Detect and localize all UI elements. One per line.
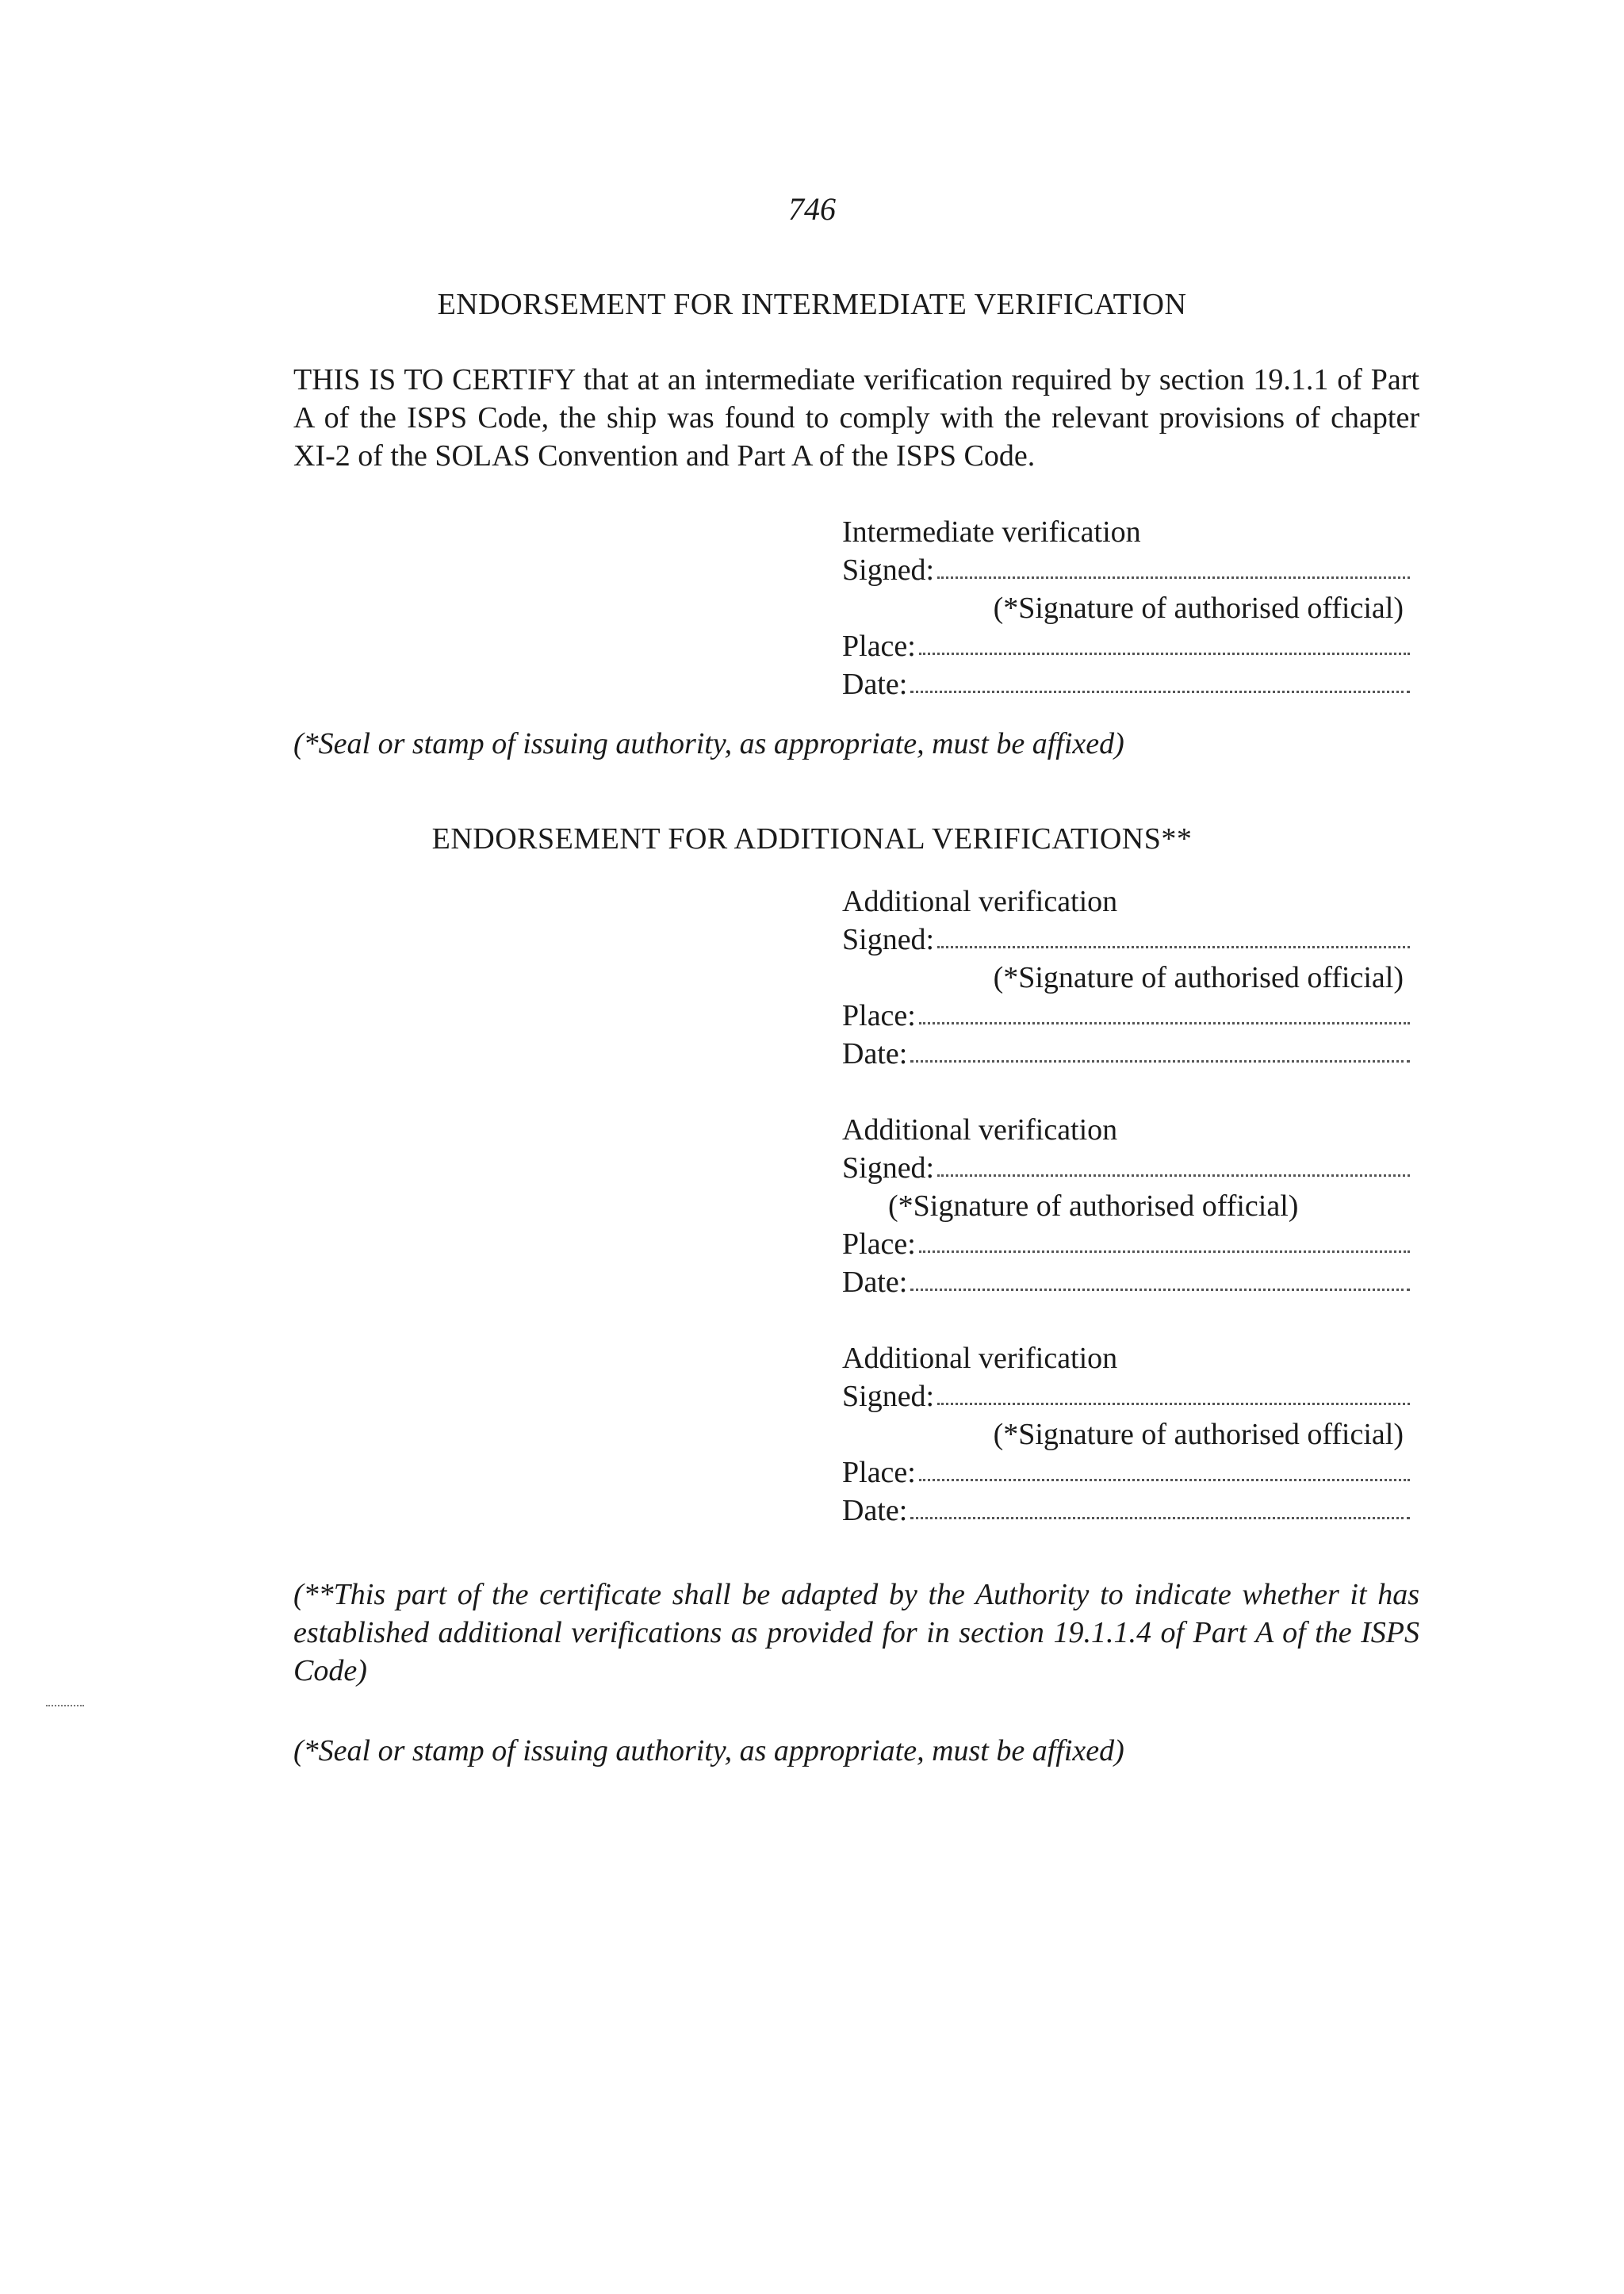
signed-line: Signed:: [842, 921, 1413, 959]
verification-title: Additional verification: [842, 885, 1118, 918]
place-line: Place:: [842, 627, 1413, 665]
date-field: [910, 1035, 1410, 1063]
additional-heading: ENDORSEMENT FOR ADDITIONAL VERIFICATIONS**: [431, 822, 1193, 856]
signed-line: Signed:: [842, 551, 1413, 589]
place-line: Place:: [842, 1225, 1413, 1263]
place-field: [919, 627, 1410, 655]
intermediate-signature-block: [842, 513, 1413, 703]
signature-caption: (*Signature of authorised official): [888, 1189, 1299, 1223]
place-field: [919, 1225, 1410, 1253]
certify-paragraph: THIS IS TO CERTIFY that at an intermediate verification required by section 19.1.1 of Part A of the ISPS Code, the ship was found to comply with the relevant provisions of chapter XI-2 of the SOLAS Convention and Part A of the ISPS Code.: [293, 363, 1419, 473]
verification-title: Additional verification: [842, 1113, 1118, 1147]
page-number: 746: [788, 191, 836, 227]
additional-seal-note: (*Seal or stamp of issuing authority, as appropriate, must be affixed): [293, 1734, 1124, 1767]
signed-line: Signed:: [842, 1377, 1413, 1415]
date-line: Date:: [842, 1035, 1413, 1073]
signature-field: [937, 921, 1410, 948]
intermediate-seal-note: (*Seal or stamp of issuing authority, as appropriate, must be affixed): [293, 727, 1124, 760]
scan-mark: [46, 1702, 84, 1706]
signed-line: Signed:: [842, 1149, 1413, 1187]
signature-field: [937, 551, 1410, 579]
additional-footnote: (**This part of the certificate shall be adapted by the Authority to indicate whether it has established additional verifications as provided for in section 19.1.1.4 of Part A of the ISPS Code): [293, 1578, 1419, 1687]
signature-caption: (*Signature of authorised official): [993, 1418, 1404, 1451]
signature-caption: (*Signature of authorised official): [993, 961, 1404, 994]
date-field: [910, 1492, 1410, 1519]
place-field: [919, 997, 1410, 1024]
signature-caption: (*Signature of authorised official): [993, 592, 1404, 625]
date-field: [910, 1263, 1410, 1291]
verification-title: Intermediate verification: [842, 515, 1141, 549]
verification-title: Additional verification: [842, 1342, 1118, 1375]
intermediate-heading: ENDORSEMENT FOR INTERMEDIATE VERIFICATION: [437, 288, 1187, 321]
date-field: [910, 665, 1410, 693]
signature-field: [937, 1377, 1410, 1405]
date-line: Date:: [842, 665, 1413, 703]
signature-field: [937, 1149, 1410, 1177]
additional-signature-block-3: [842, 1339, 1413, 1530]
additional-signature-block-2: [842, 1111, 1413, 1301]
place-field: [919, 1453, 1410, 1481]
place-line: Place:: [842, 997, 1413, 1035]
additional-signature-block-1: [842, 883, 1413, 1073]
date-line: Date:: [842, 1492, 1413, 1530]
place-line: Place:: [842, 1453, 1413, 1492]
date-line: Date:: [842, 1263, 1413, 1301]
